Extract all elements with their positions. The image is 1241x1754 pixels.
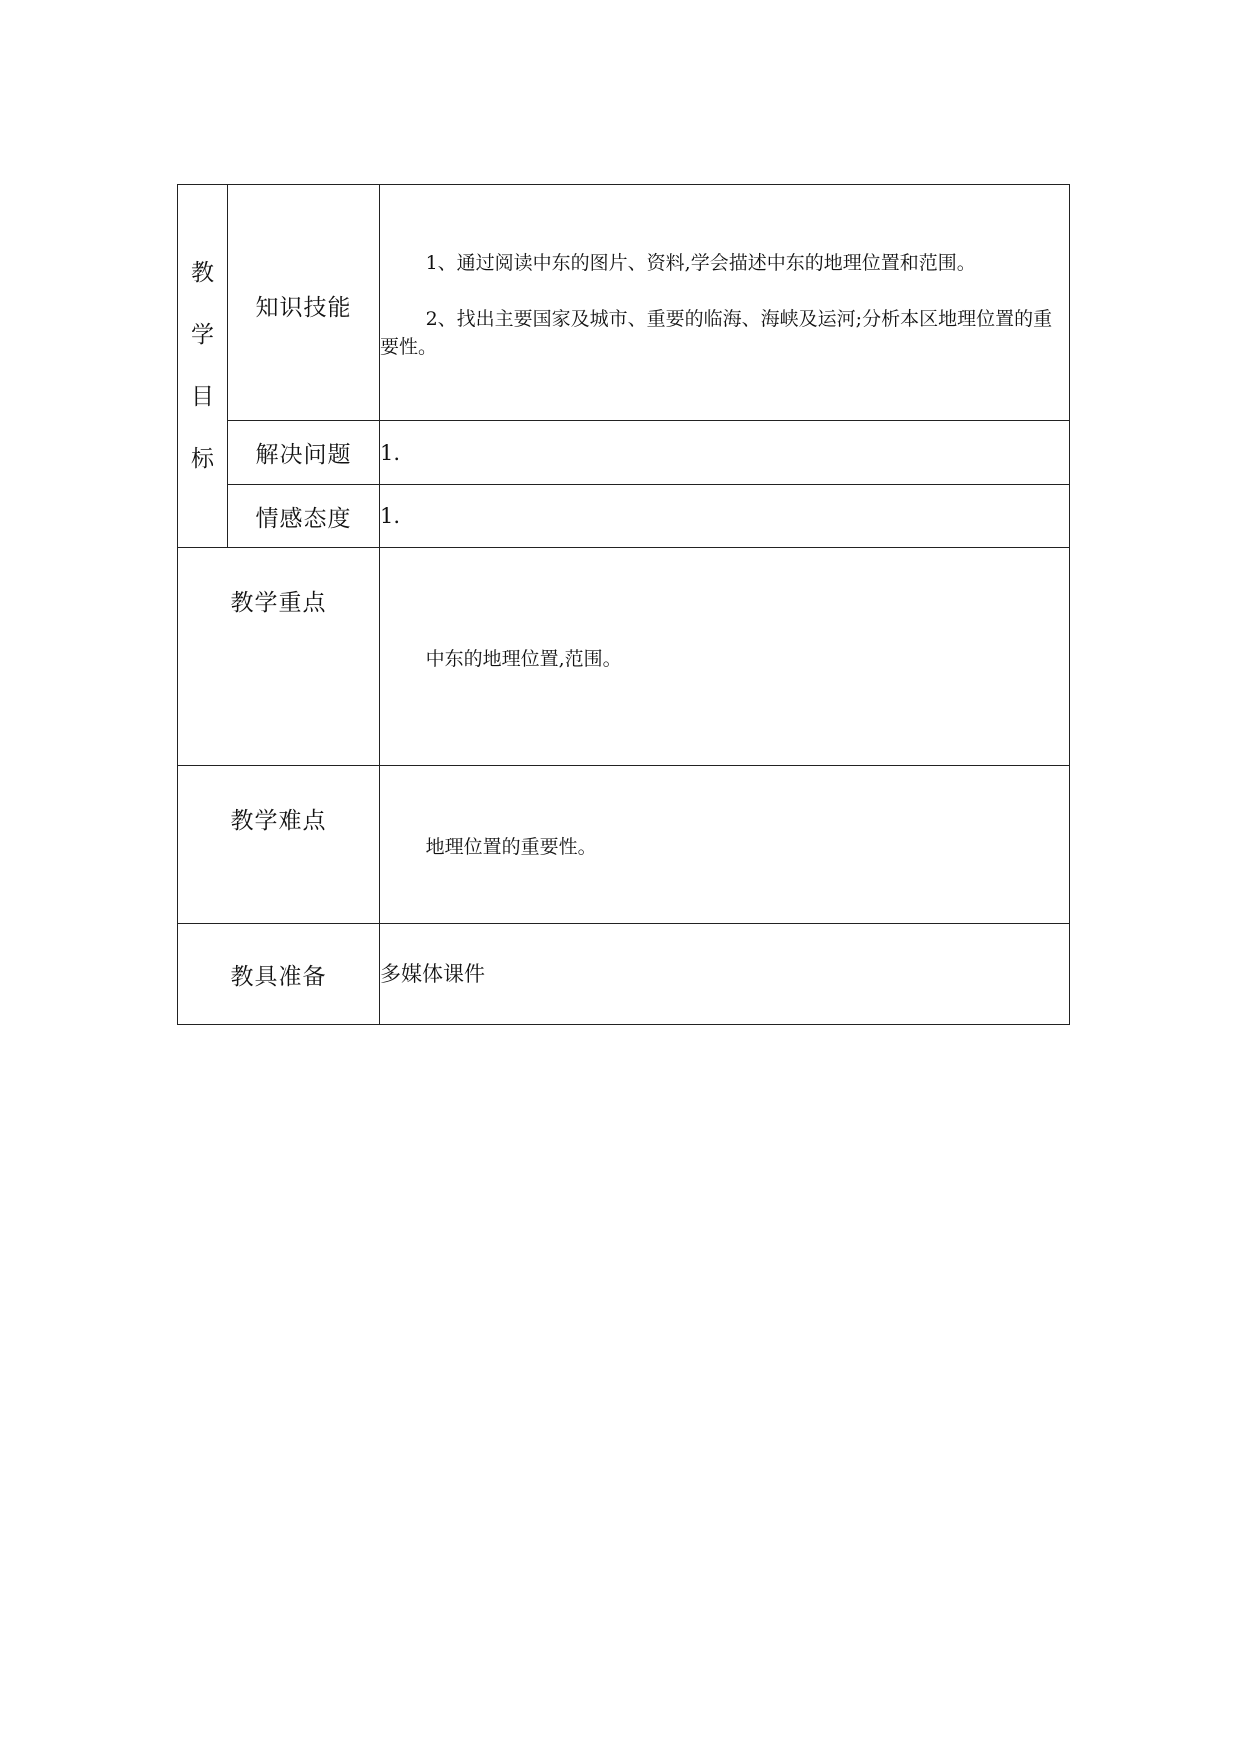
objectives-label-char: 教 (191, 260, 214, 286)
table-row (178, 924, 1070, 1025)
objectives-label-char: 标 (191, 446, 214, 472)
lesson-plan-table (177, 184, 1070, 1025)
key-points-label: 教学重点 (178, 548, 380, 766)
objectives-group-label (178, 185, 228, 548)
table-row (178, 421, 1070, 485)
knowledge-skills-label: 知识技能 (228, 185, 380, 421)
knowledge-skills-content (380, 185, 1070, 421)
table-row (178, 485, 1070, 548)
materials-content: 多媒体课件 (380, 924, 1070, 1025)
problem-solving-content: 1. (380, 421, 1070, 485)
attitude-label: 情感态度 (228, 485, 380, 548)
key-points-text: 中东的地理位置,范围。 (425, 647, 622, 670)
knowledge-paragraph: 1、通过阅读中东的图片、资料,学会描述中东的地理位置和范围。 (425, 251, 976, 274)
difficulties-label: 教学难点 (178, 766, 380, 924)
objectives-label-char: 目 (191, 384, 214, 410)
knowledge-paragraph: 2、找出主要国家及城市、重要的临海、海峡及运河;分析本区地理位置的重要性。 (380, 307, 1053, 358)
table-row (178, 548, 1070, 766)
key-points-content (380, 548, 1070, 766)
difficulties-content (380, 766, 1070, 924)
difficulties-text: 地理位置的重要性。 (425, 835, 597, 858)
materials-label: 教具准备 (178, 924, 380, 1025)
attitude-content: 1. (380, 485, 1070, 548)
objectives-label-char: 学 (191, 322, 214, 348)
problem-solving-label: 解决问题 (228, 421, 380, 485)
table-row (178, 766, 1070, 924)
table-row (178, 185, 1070, 421)
